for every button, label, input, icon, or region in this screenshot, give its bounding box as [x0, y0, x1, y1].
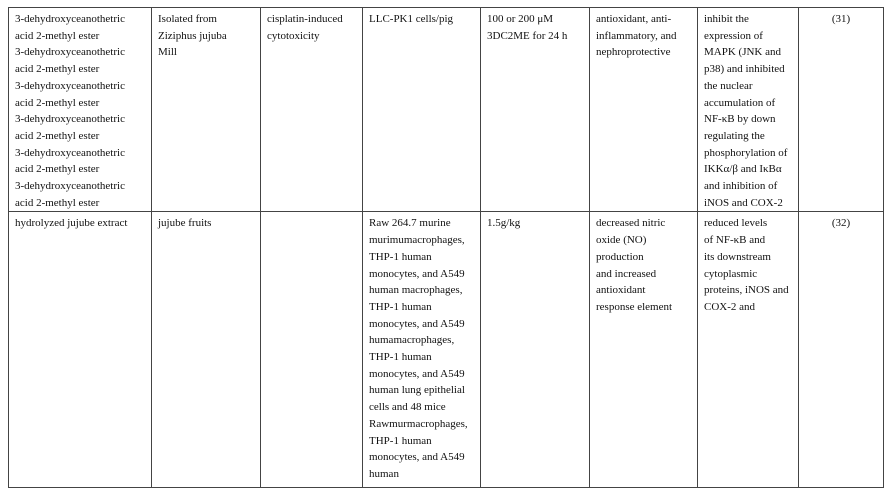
- cell-text-line: iNOS and COX-2: [704, 196, 783, 209]
- cell-text-line: cytotoxicity: [267, 29, 320, 42]
- cell-text-line: antioxidant, anti-: [596, 13, 672, 25]
- cell-text-line: acid 2-methyl ester: [15, 63, 100, 76]
- cell-text-line: cells and 48 mice: [369, 401, 446, 414]
- cell-text-line: production: [596, 250, 644, 263]
- effect-cell: [590, 8, 698, 212]
- cell-text-line: 3-dehydroxyceanothetric: [15, 146, 125, 159]
- cell-text-line: and inhibition of: [704, 180, 778, 193]
- cell-text-line: hydrolyzed jujube extract: [15, 217, 128, 230]
- cell-text-line: decreased nitric: [596, 217, 666, 230]
- cell-text-line: NF-κB by down: [704, 113, 776, 126]
- cell-text-line: accumulation of: [704, 96, 776, 109]
- cell-text-line: oxide (NO): [596, 234, 647, 247]
- cell-text-line: cytoplasmic: [704, 267, 758, 280]
- cell-text-line: Rawmurmacrophages,: [369, 417, 468, 430]
- cell-text-line: Raw 264.7 murine: [369, 217, 451, 230]
- cell-text-line: reduced levels: [704, 217, 768, 230]
- dose-cell: [481, 8, 590, 212]
- cell-text-line: humamacrophages,: [369, 334, 455, 347]
- model-cell: [363, 8, 481, 212]
- cell-text-line: 3DC2ME for 24 h: [487, 29, 568, 42]
- cell-text-line: MAPK (JNK and: [704, 46, 781, 59]
- cell-text-line: regulating the: [704, 129, 765, 142]
- cell-text-line: acid 2-methyl ester: [15, 96, 100, 109]
- mechanism-cell: [698, 8, 799, 212]
- cell-text-line: LLC-PK1 cells/pig: [369, 13, 454, 25]
- compound-cell: [9, 212, 152, 488]
- effect-cell: [590, 212, 698, 488]
- cell-text-line: COX-2 and: [704, 300, 756, 313]
- cell-text-line: 3-dehydroxyceanothetric: [15, 46, 125, 59]
- cell-text-line: 3-dehydroxyceanothetric: [15, 79, 125, 92]
- model-cell: [363, 212, 481, 488]
- cell-text-line: and increased: [596, 267, 657, 280]
- cell-text-line: human macrophages,: [369, 284, 463, 297]
- cell-text-line: p38) and inhibited: [704, 63, 785, 76]
- cell-text-line: THP-1 human: [369, 434, 432, 447]
- cell-text-line: Isolated from: [158, 13, 217, 25]
- cell-text-line: Mill: [158, 46, 177, 59]
- cell-text-line: 1.5g/kg: [487, 217, 521, 230]
- cell-text-line: inflammatory, and: [596, 29, 677, 42]
- cell-text-line: acid 2-methyl ester: [15, 163, 100, 176]
- reference-cell: (31): [799, 8, 884, 212]
- cell-text-line: phosphorylation of: [704, 146, 788, 159]
- reference-cell: (32): [799, 212, 884, 488]
- cell-text-line: cisplatin-induced: [267, 13, 343, 25]
- source-cell: [152, 212, 261, 488]
- cell-text-line: 100 or 200 μM: [487, 13, 554, 25]
- cell-text-line: 3-dehydroxyceanothetric: [15, 180, 125, 193]
- cell-text-line: its downstream: [704, 250, 771, 263]
- cell-text-line: the nuclear: [704, 79, 753, 92]
- cell-text-line: monocytes, and A549: [369, 451, 465, 464]
- cell-text-line: monocytes, and A549: [369, 367, 465, 380]
- cell-text-line: THP-1 human: [369, 250, 432, 263]
- disease-cell: [261, 8, 363, 212]
- cell-text-line: nephroprotective: [596, 46, 671, 59]
- cell-text-line: Ziziphus jujuba: [158, 29, 227, 42]
- cell-text-line: proteins, iNOS and: [704, 284, 789, 297]
- cell-text-line: acid 2-methyl ester: [15, 29, 100, 42]
- data-table: [8, 7, 884, 488]
- cell-text-line: antioxidant: [596, 284, 646, 297]
- table-row: [9, 212, 884, 488]
- cell-text-line: THP-1 human: [369, 300, 432, 313]
- compound-cell: [9, 8, 152, 212]
- cell-text-line: monocytes, and A549: [369, 317, 465, 330]
- cell-text-line: IKKα/β and IκBα: [704, 163, 782, 176]
- table-row: [9, 8, 884, 212]
- disease-cell: [261, 212, 363, 488]
- cell-text-line: response element: [596, 300, 673, 313]
- cell-text-line: human lung epithelial: [369, 384, 465, 397]
- cell-text-line: 3-dehydroxyceanothetric: [15, 13, 125, 25]
- cell-text-line: THP-1 human: [369, 351, 432, 364]
- cell-text-line: 3-dehydroxyceanothetric: [15, 113, 125, 126]
- cell-text-line: jujube fruits: [158, 217, 212, 230]
- cell-text-line: inhibit the: [704, 13, 749, 25]
- cell-text-line: acid 2-methyl ester: [15, 129, 100, 142]
- cell-text-line: of NF-κB and: [704, 234, 766, 247]
- cell-text-line: expression of: [704, 29, 763, 42]
- dose-cell: [481, 212, 590, 488]
- cell-text-line: acid 2-methyl ester: [15, 196, 100, 209]
- cell-text-line: human: [369, 467, 399, 480]
- mechanism-cell: [698, 212, 799, 488]
- cell-text-line: monocytes, and A549: [369, 267, 465, 280]
- cell-text-line: murimumacrophages,: [369, 234, 465, 247]
- source-cell: [152, 8, 261, 212]
